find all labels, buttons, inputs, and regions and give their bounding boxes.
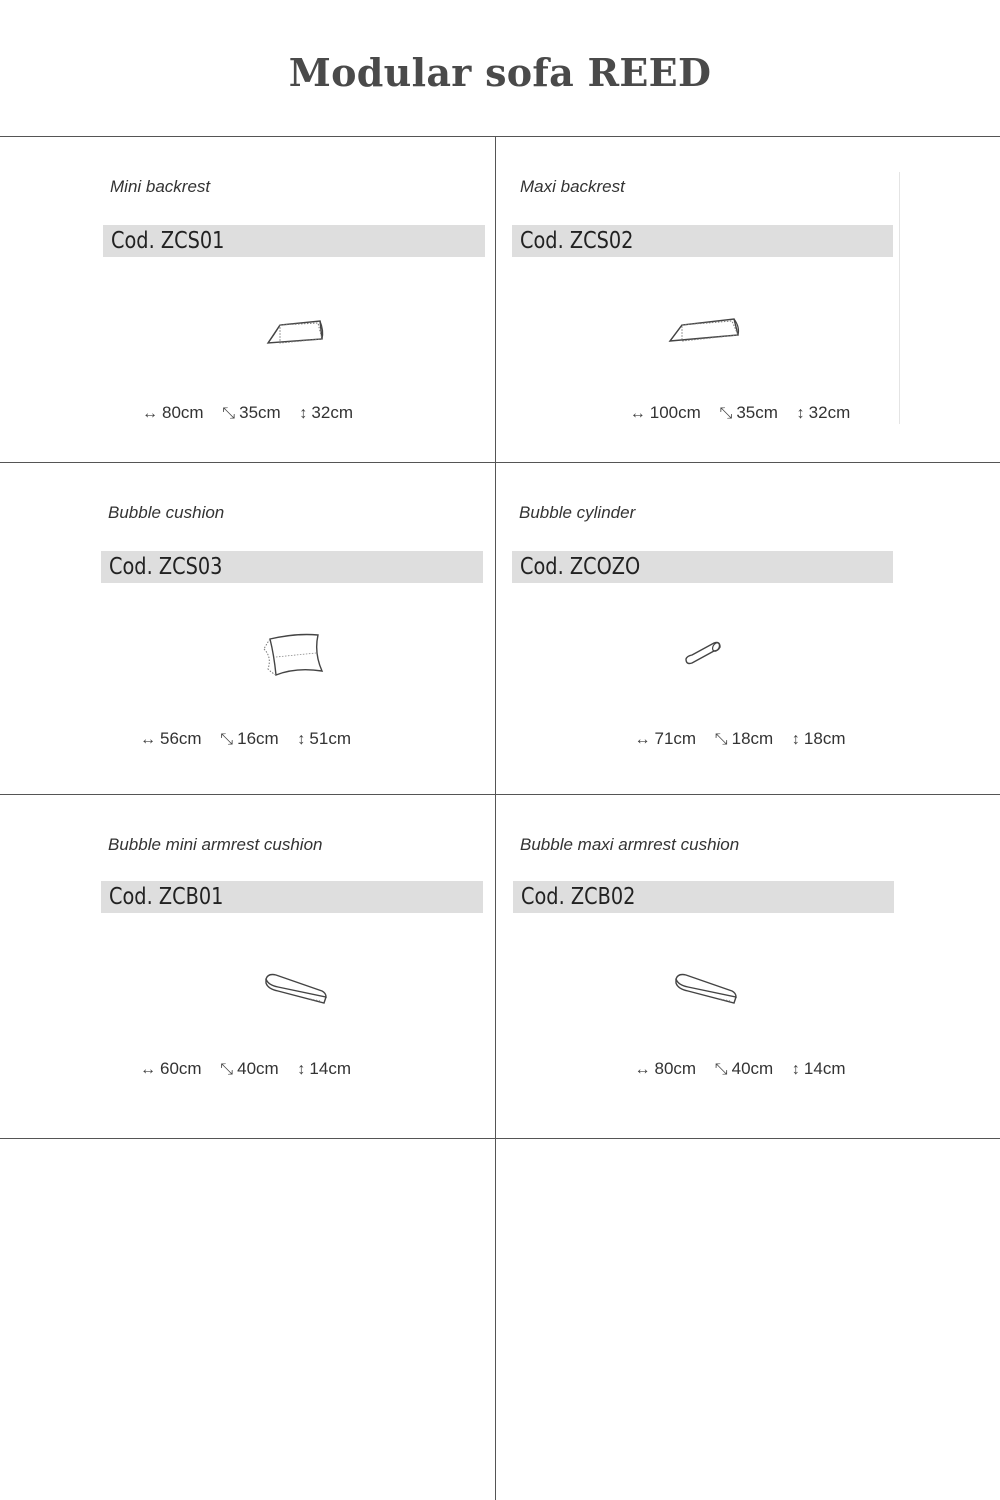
height-dimension: ↕ 51cm [297, 729, 351, 748]
product-name: Maxi backrest [520, 177, 625, 196]
height-dimension: ↕ 32cm [299, 403, 353, 422]
product-card [496, 795, 1000, 1120]
dimensions [0, 729, 493, 749]
width-icon: ↔ [139, 1061, 156, 1078]
product-card [496, 137, 1000, 462]
product-name: Bubble cushion [108, 503, 225, 522]
height-icon: ↕ [297, 1061, 306, 1078]
product-code-bar [101, 551, 483, 583]
depth-icon: ⤡ [719, 405, 733, 422]
depth-dimension: ⤡ 40cm [220, 1059, 279, 1078]
bubble-cushion-icon [256, 625, 336, 685]
height-icon: ↕ [796, 405, 805, 422]
product-card [0, 795, 495, 1120]
product-name: Bubble mini armrest cushion [108, 835, 323, 854]
height-icon: ↕ [299, 405, 308, 422]
dimensions [0, 1059, 493, 1079]
dimensions [488, 1059, 992, 1079]
width-dimension: ↔ 100cm [629, 403, 701, 422]
product-code-bar [101, 881, 483, 913]
width-icon: ↔ [634, 1061, 651, 1078]
width-dimension: ↔ 56cm [139, 729, 202, 748]
product-code: Cod. ZCS03 [109, 554, 223, 580]
width-icon: ↔ [634, 731, 651, 748]
page-title: Modular sofa REED [288, 50, 712, 95]
product-code-bar [512, 551, 893, 583]
bubble-cylinder-icon [672, 625, 752, 685]
width-icon: ↔ [141, 405, 158, 422]
product-name: Mini backrest [110, 177, 211, 196]
depth-icon: ⤡ [220, 1061, 234, 1078]
height-dimension: ↕ 32cm [796, 403, 851, 422]
maxi-backrest-icon [664, 295, 744, 355]
product-name: Bubble maxi armrest cushion [520, 835, 740, 854]
height-dimension: ↕ 18cm [791, 729, 846, 748]
divider [0, 1138, 1000, 1139]
dimensions [488, 729, 992, 749]
depth-dimension: ⤡ 40cm [714, 1059, 774, 1078]
mini-backrest-icon [258, 295, 338, 355]
product-code: Cod. ZCB02 [521, 884, 636, 910]
width-dimension: ↔ 80cm [141, 403, 204, 422]
height-icon: ↕ [791, 1061, 800, 1078]
depth-icon: ⤡ [714, 1061, 728, 1078]
width-dimension: ↔ 60cm [139, 1059, 202, 1078]
product-code: Cod. ZCB01 [109, 884, 224, 910]
depth-icon: ⤡ [714, 731, 728, 748]
product-card [496, 463, 1000, 788]
height-dimension: ↕ 14cm [791, 1059, 846, 1078]
height-dimension: ↕ 14cm [297, 1059, 351, 1078]
product-name: Bubble cylinder [519, 503, 636, 522]
dimensions [0, 403, 495, 423]
depth-dimension: ⤡ 35cm [222, 403, 281, 422]
product-code: Cod. ZCOZO [520, 554, 641, 580]
product-code: Cod. ZCS02 [520, 228, 634, 254]
depth-icon: ⤡ [220, 731, 234, 748]
width-dimension: ↔ 80cm [634, 1059, 697, 1078]
product-card [0, 463, 495, 788]
depth-dimension: ⤡ 16cm [220, 729, 279, 748]
product-code-bar [513, 881, 894, 913]
maxi-armrest-cushion-icon [668, 963, 748, 1023]
product-code-bar [512, 225, 893, 257]
width-icon: ↔ [139, 731, 156, 748]
height-icon: ↕ [791, 731, 800, 748]
width-dimension: ↔ 71cm [634, 729, 697, 748]
depth-dimension: ⤡ 35cm [719, 403, 778, 422]
depth-icon: ⤡ [222, 405, 236, 422]
mini-armrest-cushion-icon [258, 963, 338, 1023]
dimensions [488, 403, 992, 423]
height-icon: ↕ [297, 731, 306, 748]
product-code: Cod. ZCS01 [111, 228, 225, 254]
product-card [0, 137, 495, 462]
width-icon: ↔ [629, 405, 646, 422]
depth-dimension: ⤡ 18cm [714, 729, 774, 748]
product-code-bar [103, 225, 485, 257]
